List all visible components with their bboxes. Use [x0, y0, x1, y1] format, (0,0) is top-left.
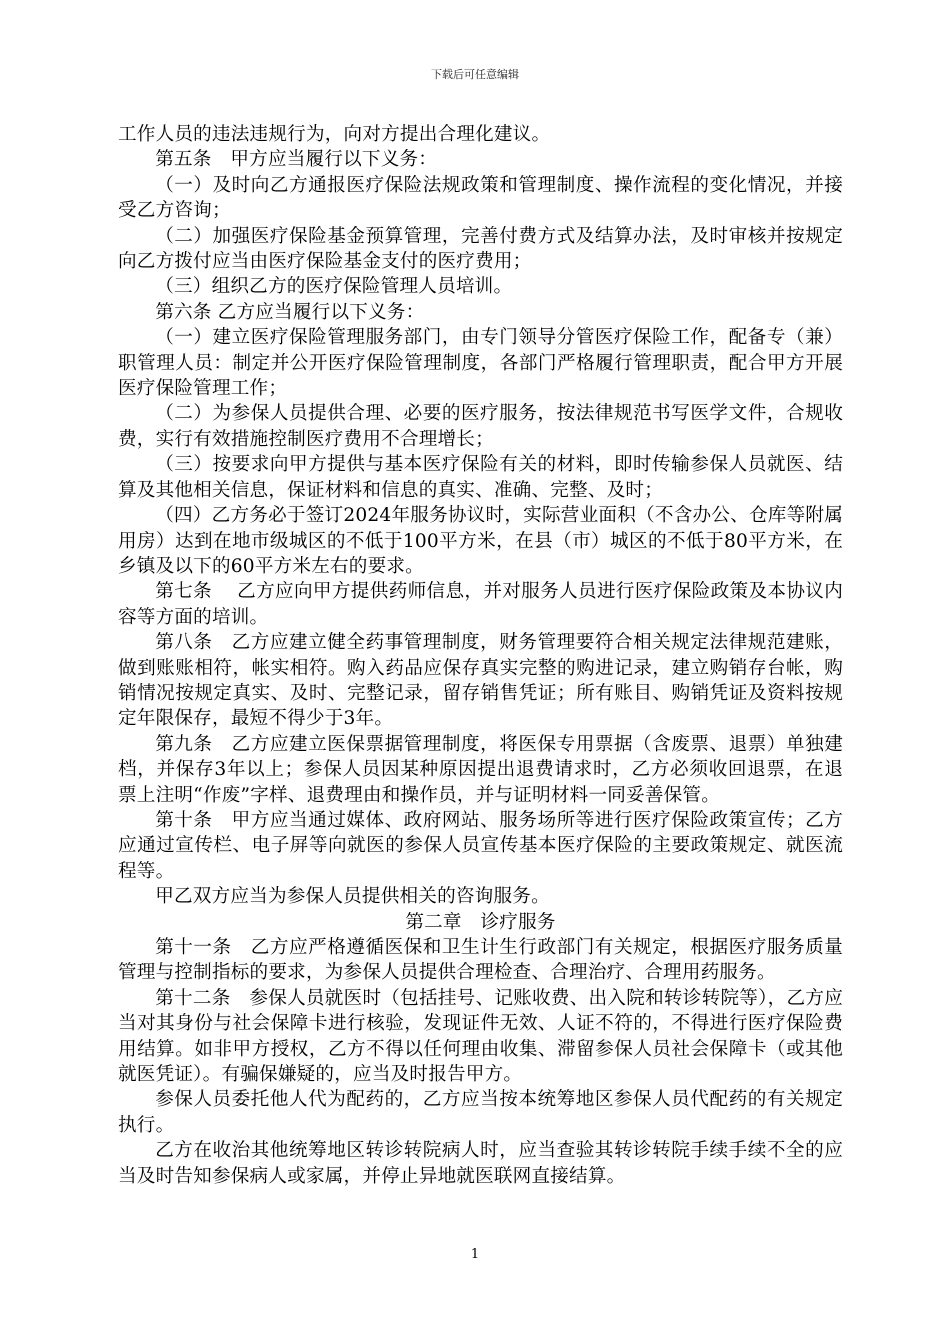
article-6-item-4: （四）乙方务必于签订2024年服务协议时，实际营业面积（不含办公、仓库等附属用房）达到在地市级城区的不低于100平方米，在县（市）城区的不低于80平方米，在乡镇及以下的60平方米左右的要求。: [118, 505, 843, 577]
article-11: 第十一条 乙方应严格遵循医保和卫生计生行政部门有关规定，根据医疗服务质量管理与控制指标的要求，为参保人员提供合理检查、合理治疗、合理用药服务。: [118, 937, 843, 984]
article-5: 第五条 甲方应当履行以下义务：: [155, 149, 438, 171]
article-7: 第七条 乙方应向甲方提供药师信息，并对服务人员进行医疗保险政策及本协议内容等方面的培训。: [118, 581, 843, 628]
article-12-note-2: 乙方在收治其他统筹地区转诊转院病人时，应当查验其转诊转院手续手续不全的应当及时告知参保病人或家属，并停止异地就医联网直接结算。: [118, 1140, 843, 1187]
article-6-item-3: （三）按要求向甲方提供与基本医疗保险有关的材料，即时传输参保人员就医、结算及其他相关信息，保证材料和信息的真实、准确、完整、及时；: [118, 454, 843, 501]
article-10-note: 甲乙双方应当为参保人员提供相关的咨询服务。: [155, 886, 550, 908]
article-12: 第十二条 参保人员就医时（包括挂号、记账收费、出入院和转诊转院等），乙方应当对其身份与社会保障卡进行核验，发现证件无效、人证不符的，不得进行医疗保险费用结算。如非甲方授权，乙方不得以任何理由收集、滞留参保人员社会保障卡（或其他就医凭证）。有骗保嫌疑的，应当及时报告甲方。: [118, 987, 843, 1086]
page-header: 下载后可任意编辑: [431, 68, 519, 81]
document-body: [118, 122, 843, 1189]
article-6-item-2: （二）为参保人员提供合理、必要的医疗服务，按法律规范书写医学文件，合规收费，实行有效措施控制医疗费用不合理增长；: [118, 403, 843, 450]
chapter-2-title: 第二章 诊疗服务: [405, 911, 556, 933]
paragraph-1: 工作人员的违法违规行为，向对方提出合理化建议。: [118, 124, 551, 145]
article-9: 第九条 乙方应建立医保票据管理制度，将医保专用票据（含废票、退票）单独建档，并保存3年以上；参保人员因某种原因提出退费请求时，乙方必须收回退票，在退票上注明“作废”字样、退费理由和操作员，并与证明材料一同妥善保管。: [118, 733, 843, 806]
article-10: 第十条 甲方应当通过媒体、政府网站、服务场所等进行医疗保险政策宣传；乙方应通过宣传栏、电子屏等向就医的参保人员宣传基本医疗保险的主要政策规定、就医流程等。: [118, 809, 843, 882]
article-6-item-1: （一）建立医疗保险管理服务部门，由专门领导分管医疗保险工作，配备专（兼）职管理人员：制定并公开医疗保险管理制度，各部门严格履行管理职责，配合甲方开展医疗保险管理工作；: [118, 327, 843, 400]
article-8: 第八条 乙方应建立健全药事管理制度，财务管理要符合相关规定法律规范建账，做到账账相符，帐实相符。购入药品应保存真实完整的购进记录，建立购销存台帐，购销情况按规定真实、及时、完整记录，留存销售凭证；所有账目、购销凭证及资料按规定年限保存，最短不得少于3年。: [118, 632, 843, 730]
page-number: 1: [470, 1247, 480, 1262]
article-5-item-3: （三）组织乙方的医疗保险管理人员培训。: [155, 276, 513, 298]
article-5-item-1: （一）及时向乙方通报医疗保险法规政策和管理制度、操作流程的变化情况，并接受乙方咨询；: [118, 174, 843, 222]
article-12-note-1: 参保人员委托他人代为配药的，乙方应当按本统筹地区参保人员代配药的有关规定执行。: [118, 1089, 843, 1136]
article-6: 第六条 乙方应当履行以下义务：: [155, 301, 425, 323]
article-5-item-2: （二）加强医疗保险基金预算管理，完善付费方式及结算办法，及时审核并按规定向乙方拨付应当由医疗保险基金支付的医疗费用；: [118, 225, 843, 273]
